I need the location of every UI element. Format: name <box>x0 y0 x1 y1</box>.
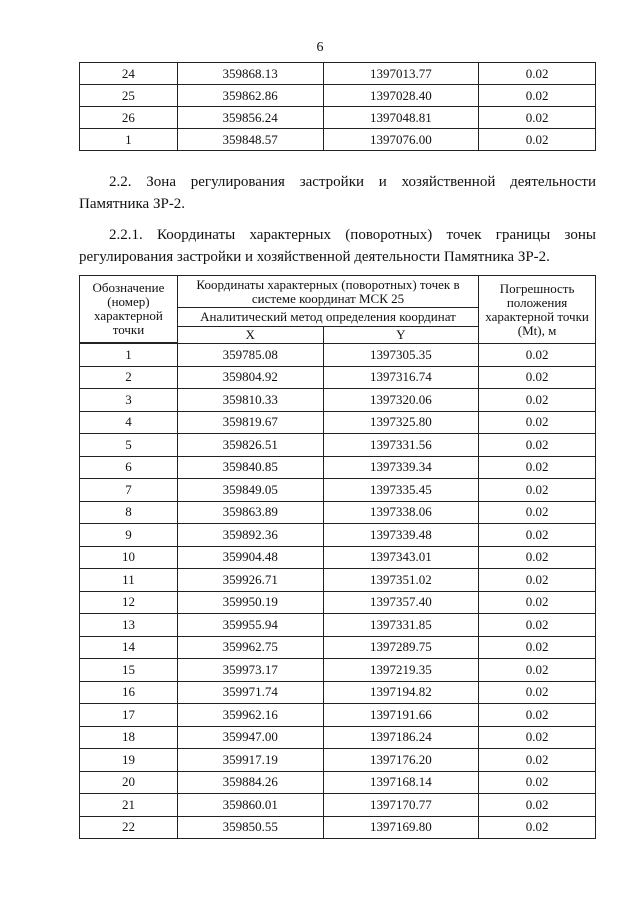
section-2-2-line1: 2.2. Зона регулирования застройки и хозяйственной деятельности <box>109 174 596 190</box>
error-cell: 0.02 <box>479 366 596 389</box>
y-coordinate-cell: 1397338.06 <box>323 501 479 524</box>
header-method: Аналитический метод определения координат <box>177 308 478 327</box>
point-number-cell: 13 <box>80 614 178 637</box>
point-number-cell: 17 <box>80 704 178 727</box>
header-y: Y <box>323 327 479 344</box>
error-cell: 0.02 <box>479 524 596 547</box>
table-row <box>80 614 596 637</box>
x-coordinate-cell: 359860.01 <box>177 794 323 817</box>
table-row <box>80 85 596 107</box>
point-number-cell: 9 <box>80 524 178 547</box>
y-coordinate-cell: 1397048.81 <box>323 107 479 129</box>
point-number-cell: 18 <box>80 726 178 749</box>
table-row <box>80 434 596 457</box>
error-cell: 0.02 <box>479 794 596 817</box>
table-row <box>80 479 596 502</box>
y-coordinate-cell: 1397335.45 <box>323 479 479 502</box>
section-2-2-1-heading <box>79 224 596 268</box>
table-row <box>80 816 596 839</box>
point-number-cell: 2 <box>80 366 178 389</box>
table-row <box>80 704 596 727</box>
x-coordinate-cell: 359884.26 <box>177 771 323 794</box>
point-number-cell: 25 <box>80 85 178 107</box>
y-coordinate-cell: 1397320.06 <box>323 389 479 412</box>
x-coordinate-cell: 359804.92 <box>177 366 323 389</box>
x-coordinate-cell: 359785.08 <box>177 344 323 367</box>
y-coordinate-cell: 1397194.82 <box>323 681 479 704</box>
page-number: 6 <box>316 40 324 55</box>
section-2-2-1-line1: 2.2.1. Координаты характерных (поворотных) точек границы зоны <box>109 227 596 243</box>
point-number-cell: 4 <box>80 411 178 434</box>
error-cell: 0.02 <box>479 591 596 614</box>
point-number-cell: 22 <box>80 816 178 839</box>
x-coordinate-cell: 359826.51 <box>177 434 323 457</box>
point-number-cell: 1 <box>80 344 178 367</box>
header-x: X <box>177 327 323 344</box>
table-row <box>80 771 596 794</box>
header-error: Погрешность положения характерной точки (Mt), м <box>479 276 596 344</box>
y-coordinate-cell: 1397325.80 <box>323 411 479 434</box>
y-coordinate-cell: 1397170.77 <box>323 794 479 817</box>
y-coordinate-cell: 1397343.01 <box>323 546 479 569</box>
y-coordinate-cell: 1397331.56 <box>323 434 479 457</box>
y-coordinate-cell: 1397339.48 <box>323 524 479 547</box>
header-coordinates-title: Координаты характерных (поворотных) точек в системе координат МСК 25 <box>177 276 478 308</box>
point-number-cell: 14 <box>80 636 178 659</box>
x-coordinate-cell: 359971.74 <box>177 681 323 704</box>
error-cell: 0.02 <box>479 411 596 434</box>
x-coordinate-cell: 359863.89 <box>177 501 323 524</box>
x-coordinate-cell: 359856.24 <box>177 107 323 129</box>
table-row <box>80 524 596 547</box>
y-coordinate-cell: 1397168.14 <box>323 771 479 794</box>
error-cell: 0.02 <box>479 344 596 367</box>
point-number-cell: 5 <box>80 434 178 457</box>
error-cell: 0.02 <box>479 107 596 129</box>
table-row <box>80 107 596 129</box>
table-row <box>80 366 596 389</box>
error-cell: 0.02 <box>479 704 596 727</box>
error-cell: 0.02 <box>479 726 596 749</box>
x-coordinate-cell: 359849.05 <box>177 479 323 502</box>
x-coordinate-cell: 359955.94 <box>177 614 323 637</box>
table-row <box>80 389 596 412</box>
y-coordinate-cell: 1397339.34 <box>323 456 479 479</box>
y-coordinate-cell: 1397186.24 <box>323 726 479 749</box>
table-row <box>80 501 596 524</box>
error-cell: 0.02 <box>479 816 596 839</box>
y-coordinate-cell: 1397076.00 <box>323 129 479 151</box>
x-coordinate-cell: 359819.67 <box>177 411 323 434</box>
point-number-cell: 24 <box>80 63 178 85</box>
x-coordinate-cell: 359848.57 <box>177 129 323 151</box>
point-number-cell: 21 <box>80 794 178 817</box>
point-number-cell: 10 <box>80 546 178 569</box>
point-number-cell: 12 <box>80 591 178 614</box>
point-number-cell: 6 <box>80 456 178 479</box>
point-number-cell: 7 <box>80 479 178 502</box>
table-row <box>80 636 596 659</box>
y-coordinate-cell: 1397357.40 <box>323 591 479 614</box>
y-coordinate-cell: 1397351.02 <box>323 569 479 592</box>
error-cell: 0.02 <box>479 636 596 659</box>
error-cell: 0.02 <box>479 389 596 412</box>
point-number-cell: 3 <box>80 389 178 412</box>
error-cell: 0.02 <box>479 681 596 704</box>
table-row <box>80 129 596 151</box>
section-2-2-line2: Памятника ЗР-2. <box>79 196 186 212</box>
section-2-2-1-line2: регулирования застройки и хозяйственной деятельности Памятника ЗР-2. <box>79 249 550 265</box>
y-coordinate-cell: 1397316.74 <box>323 366 479 389</box>
error-cell: 0.02 <box>479 129 596 151</box>
y-coordinate-cell: 1397331.85 <box>323 614 479 637</box>
error-cell: 0.02 <box>479 63 596 85</box>
table-row <box>80 411 596 434</box>
table-row <box>80 681 596 704</box>
x-coordinate-cell: 359810.33 <box>177 389 323 412</box>
error-cell: 0.02 <box>479 749 596 772</box>
error-cell: 0.02 <box>479 659 596 682</box>
x-coordinate-cell: 359926.71 <box>177 569 323 592</box>
y-coordinate-cell: 1397028.40 <box>323 85 479 107</box>
x-coordinate-cell: 359904.48 <box>177 546 323 569</box>
error-cell: 0.02 <box>479 546 596 569</box>
error-cell: 0.02 <box>479 771 596 794</box>
table-row <box>80 591 596 614</box>
point-number-cell: 1 <box>80 129 178 151</box>
error-cell: 0.02 <box>479 456 596 479</box>
x-coordinate-cell: 359892.36 <box>177 524 323 547</box>
y-coordinate-cell: 1397169.80 <box>323 816 479 839</box>
y-coordinate-cell: 1397176.20 <box>323 749 479 772</box>
table-row <box>80 659 596 682</box>
table-row <box>80 344 596 367</box>
x-coordinate-cell: 359973.17 <box>177 659 323 682</box>
point-number-cell: 11 <box>80 569 178 592</box>
point-number-cell: 15 <box>80 659 178 682</box>
point-number-cell: 19 <box>80 749 178 772</box>
x-coordinate-cell: 359962.16 <box>177 704 323 727</box>
error-cell: 0.02 <box>479 501 596 524</box>
x-coordinate-cell: 359962.75 <box>177 636 323 659</box>
continued-coordinates-table <box>79 62 596 151</box>
error-cell: 0.02 <box>479 85 596 107</box>
y-coordinate-cell: 1397219.35 <box>323 659 479 682</box>
table-row <box>80 63 596 85</box>
section-2-2-heading <box>79 171 596 215</box>
x-coordinate-cell: 359950.19 <box>177 591 323 614</box>
table-row <box>80 726 596 749</box>
error-cell: 0.02 <box>479 479 596 502</box>
x-coordinate-cell: 359917.19 <box>177 749 323 772</box>
y-coordinate-cell: 1397191.66 <box>323 704 479 727</box>
table-row <box>80 794 596 817</box>
error-cell: 0.02 <box>479 614 596 637</box>
header-point-number: Обозначение (номер) характерной точки <box>80 276 178 343</box>
point-number-cell: 8 <box>80 501 178 524</box>
x-coordinate-cell: 359868.13 <box>177 63 323 85</box>
y-coordinate-cell: 1397289.75 <box>323 636 479 659</box>
point-number-cell: 26 <box>80 107 178 129</box>
table-row <box>80 749 596 772</box>
error-cell: 0.02 <box>479 434 596 457</box>
x-coordinate-cell: 359850.55 <box>177 816 323 839</box>
zr2-coordinates-table <box>79 275 596 839</box>
y-coordinate-cell: 1397305.35 <box>323 344 479 367</box>
x-coordinate-cell: 359947.00 <box>177 726 323 749</box>
x-coordinate-cell: 359840.85 <box>177 456 323 479</box>
point-number-cell: 20 <box>80 771 178 794</box>
x-coordinate-cell: 359862.86 <box>177 85 323 107</box>
point-number-cell: 16 <box>80 681 178 704</box>
y-coordinate-cell: 1397013.77 <box>323 63 479 85</box>
error-cell: 0.02 <box>479 569 596 592</box>
table-row <box>80 456 596 479</box>
table-row <box>80 546 596 569</box>
table-row <box>80 569 596 592</box>
